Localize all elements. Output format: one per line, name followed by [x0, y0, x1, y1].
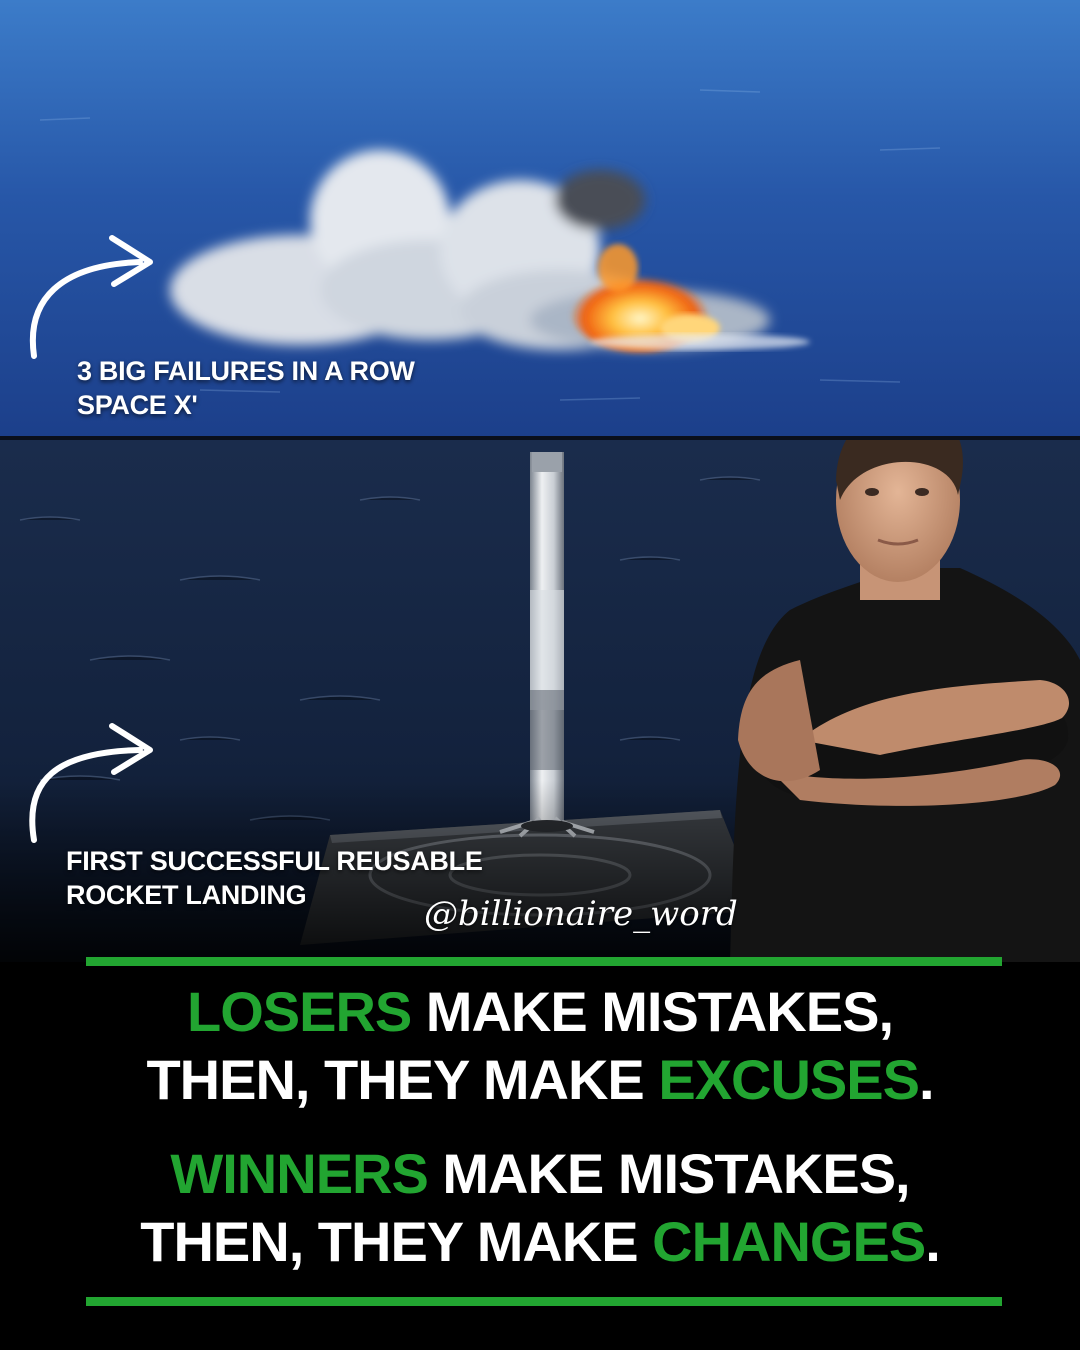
losers-then: THEN, THEY MAKE: [146, 1048, 659, 1111]
winners-line1: [0, 1140, 1080, 1208]
losers-highlight: LOSERS: [186, 980, 412, 1043]
landing-caption: [66, 844, 483, 912]
losers-line2: [0, 1046, 1080, 1114]
instagram-handle: @billionaire_word: [424, 894, 738, 934]
water-splash: [590, 334, 810, 350]
excuses-highlight: EXCUSES: [658, 1048, 919, 1111]
losers-rest: MAKE MISTAKES,: [411, 980, 894, 1043]
winners-quote: [0, 1140, 1080, 1276]
green-rule-top: [86, 957, 1002, 966]
explosion-photo: [0, 0, 1080, 438]
winners-then: THEN, THEY MAKE: [140, 1210, 653, 1273]
winners-rest: MAKE MISTAKES,: [427, 1142, 910, 1205]
winners-highlight: WINNERS: [170, 1142, 428, 1205]
losers-quote: [0, 978, 1080, 1114]
failure-caption-line2: SPACE X': [77, 390, 198, 420]
winners-period: .: [925, 1210, 940, 1273]
landing-caption-line2: ROCKET LANDING: [66, 880, 307, 910]
landing-caption-line1: FIRST SUCCESSFUL REUSABLE: [66, 846, 483, 876]
failure-caption: [77, 354, 415, 422]
winners-line2: [0, 1208, 1080, 1276]
green-rule-bottom: [86, 1297, 1002, 1306]
losers-period: .: [918, 1048, 934, 1111]
losers-line1: [0, 978, 1080, 1046]
failure-caption-line1: 3 BIG FAILURES IN A ROW: [77, 356, 415, 386]
changes-highlight: CHANGES: [652, 1210, 926, 1273]
